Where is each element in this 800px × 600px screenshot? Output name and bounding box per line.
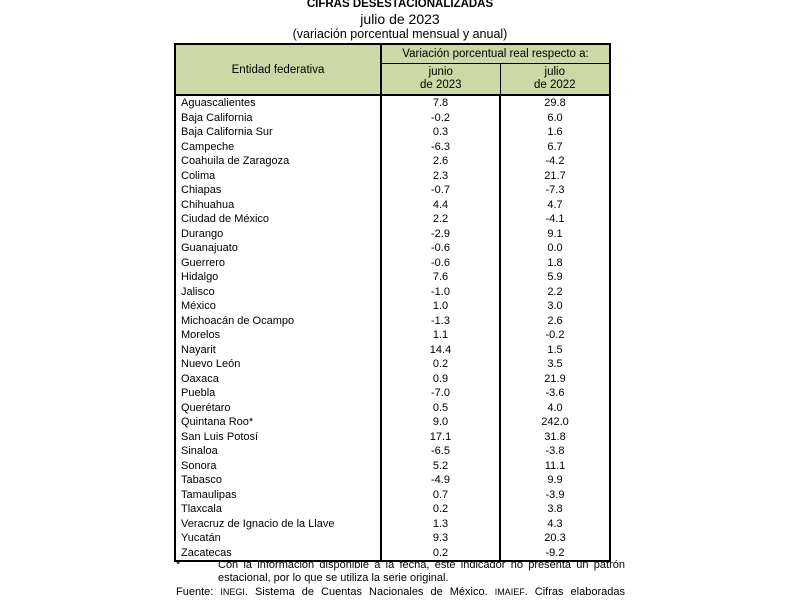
monthly-variation-cell: -1.3 — [381, 314, 500, 329]
entity-cell: Quintana Roo* — [181, 416, 254, 428]
table-row — [175, 270, 610, 285]
data-table — [174, 43, 611, 562]
monthly-variation-cell: -7.0 — [381, 386, 500, 401]
entity-cell: Michoacán de Ocampo — [181, 314, 295, 327]
annual-variation-cell: 3.5 — [500, 357, 610, 372]
table-row — [175, 401, 610, 416]
table-row — [175, 227, 610, 242]
column-header-year-line2: de 2022 — [533, 79, 576, 91]
monthly-variation-cell: 7.8 — [381, 95, 500, 111]
monthly-variation-cell: 0.5 — [381, 401, 500, 416]
table-row — [175, 517, 610, 532]
footnote-text — [218, 559, 625, 585]
annual-variation-cell: 6.0 — [500, 111, 610, 126]
entity-cell: Baja California Sur — [181, 126, 273, 138]
table-row — [175, 256, 610, 271]
annual-variation-cell: 5.9 — [500, 270, 610, 285]
entity-cell: Campeche — [181, 140, 235, 153]
entity-column-header: Entidad federativa — [175, 44, 381, 95]
entity-cell: Ciudad de México — [181, 213, 270, 225]
source-acronym-imaief: IMAIEF — [494, 586, 525, 597]
entity-cell: Puebla — [181, 387, 216, 399]
monthly-variation-cell: 9.3 — [381, 531, 500, 546]
monthly-variation-cell: 1.1 — [381, 328, 500, 343]
table-header — [175, 44, 610, 95]
annual-variation-cell: 9.9 — [500, 473, 610, 488]
annual-variation-cell: 20.3 — [500, 531, 610, 546]
monthly-variation-cell: 2.2 — [381, 212, 500, 227]
monthly-variation-cell: -0.6 — [381, 241, 500, 256]
annual-variation-cell: 9.1 — [500, 227, 610, 242]
annual-variation-cell: 31.8 — [500, 430, 610, 445]
entity-cell: Sonora — [181, 459, 217, 472]
monthly-variation-cell: 2.3 — [381, 169, 500, 184]
table-row — [175, 430, 610, 445]
annual-variation-cell: 3.0 — [500, 299, 610, 314]
entity-cell: Tlaxcala — [181, 503, 222, 515]
annual-variation-cell: -4.1 — [500, 212, 610, 227]
annual-variation-cell: 2.2 — [500, 285, 610, 300]
table-row — [175, 328, 610, 343]
footnote-line1: Con la información disponible a la fecha, este indicador no presenta un patrón — [218, 559, 625, 571]
annual-variation-cell: 21.9 — [500, 372, 610, 387]
annual-variation-cell: 4.0 — [500, 401, 610, 416]
monthly-variation-cell: 1.0 — [381, 299, 500, 314]
source-suffix: . Cifras elaboradas — [524, 585, 625, 598]
column-header-year — [500, 64, 610, 96]
column-header-month-line1: junio — [428, 65, 453, 78]
table-row — [175, 459, 610, 474]
table-row — [175, 372, 610, 387]
report-period: julio de 2023 — [360, 11, 440, 27]
table-row — [175, 299, 610, 314]
entity-cell: San Luis Potosí — [181, 430, 259, 443]
annual-variation-cell: -3.6 — [500, 386, 610, 401]
annual-variation-cell: 242.0 — [500, 415, 610, 430]
entity-cell: Aguascalientes — [181, 97, 256, 109]
table-row — [175, 285, 610, 300]
monthly-variation-cell: 2.6 — [381, 154, 500, 169]
monthly-variation-cell: 0.3 — [381, 125, 500, 140]
entity-cell: Nuevo León — [181, 358, 241, 370]
annual-variation-cell: 3.8 — [500, 502, 610, 517]
entity-cell: Chiapas — [181, 184, 222, 196]
monthly-variation-cell: 0.7 — [381, 488, 500, 503]
source-line — [176, 586, 625, 599]
table-row — [175, 169, 610, 184]
entity-cell: Baja California — [181, 111, 253, 124]
monthly-variation-cell: 0.2 — [381, 357, 500, 372]
monthly-variation-cell: -0.6 — [381, 256, 500, 271]
monthly-variation-cell: -4.9 — [381, 473, 500, 488]
entity-cell: Coahuila de Zaragoza — [181, 155, 290, 167]
entity-cell: Tabasco — [181, 474, 222, 486]
footnote — [176, 559, 626, 585]
entity-cell: Zacatecas — [181, 546, 232, 559]
annual-variation-cell: 6.7 — [500, 140, 610, 155]
annual-variation-cell: 4.7 — [500, 198, 610, 213]
table-row — [175, 140, 610, 155]
footnote-line2: estacional, por lo que se utiliza la serie original. — [218, 571, 449, 584]
monthly-variation-cell: 7.6 — [381, 270, 500, 285]
group-column-header: Variación porcentual real respecto a: — [381, 44, 610, 64]
table-row — [175, 415, 610, 430]
monthly-variation-cell: -6.5 — [381, 444, 500, 459]
entity-cell: Guerrero — [181, 256, 226, 269]
table-row — [175, 212, 610, 227]
entity-cell: Querétaro — [181, 401, 231, 414]
monthly-variation-cell: 0.2 — [381, 502, 500, 517]
entity-cell: Guanajuato — [181, 242, 238, 254]
entity-cell: Hidalgo — [181, 271, 219, 283]
column-header-year-line1: julio — [544, 65, 565, 78]
monthly-variation-cell: 14.4 — [381, 343, 500, 358]
monthly-variation-cell: 9.0 — [381, 415, 500, 430]
table-body — [175, 95, 610, 561]
footnotes — [176, 559, 626, 599]
entity-cell: Yucatán — [181, 532, 221, 544]
monthly-variation-cell: -0.7 — [381, 183, 500, 198]
annual-variation-cell: 1.8 — [500, 256, 610, 271]
table-row — [175, 198, 610, 213]
monthly-variation-cell: 4.4 — [381, 198, 500, 213]
entity-cell: Nayarit — [181, 343, 216, 356]
monthly-variation-cell: -6.3 — [381, 140, 500, 155]
column-header-month — [381, 64, 500, 96]
monthly-variation-cell: 5.2 — [381, 459, 500, 474]
entity-cell: México — [181, 300, 216, 312]
table-row — [175, 531, 610, 546]
monthly-variation-cell: -2.9 — [381, 227, 500, 242]
annual-variation-cell: -3.9 — [500, 488, 610, 503]
table-row — [175, 343, 610, 358]
monthly-variation-cell: 0.9 — [381, 372, 500, 387]
annual-variation-cell: 11.1 — [500, 459, 610, 474]
table-row — [175, 95, 610, 111]
table-row — [175, 111, 610, 126]
table-row — [175, 488, 610, 503]
table-row — [175, 241, 610, 256]
annual-variation-cell: -0.2 — [500, 328, 610, 343]
report-subtitle: (variación porcentual mensual y anual) — [292, 27, 508, 41]
footnote-marker: * — [176, 559, 181, 571]
monthly-variation-cell: 0.2 — [381, 546, 500, 562]
monthly-variation-cell: -0.2 — [381, 111, 500, 126]
table-row — [175, 444, 610, 459]
source-acronym-inegi: INEGI — [220, 586, 245, 597]
annual-variation-cell: 21.7 — [500, 169, 610, 184]
annual-variation-cell: 1.6 — [500, 125, 610, 140]
annual-variation-cell: -3.8 — [500, 444, 610, 459]
annual-variation-cell: 2.6 — [500, 314, 610, 329]
entity-cell: Tamaulipas — [181, 488, 237, 501]
table-row — [175, 125, 610, 140]
annual-variation-cell: -9.2 — [500, 546, 610, 562]
table-row — [175, 502, 610, 517]
entity-cell: Sinaloa — [181, 445, 218, 457]
table-row — [175, 357, 610, 372]
monthly-variation-cell: -1.0 — [381, 285, 500, 300]
table-row — [175, 314, 610, 329]
source-prefix: Fuente: — [176, 585, 221, 598]
annual-variation-cell: -7.3 — [500, 183, 610, 198]
table-row — [175, 183, 610, 198]
annual-variation-cell: -4.2 — [500, 154, 610, 169]
annual-variation-cell: 0.0 — [500, 241, 610, 256]
monthly-variation-cell: 1.3 — [381, 517, 500, 532]
entity-cell: Jalisco — [181, 285, 215, 298]
annual-variation-cell: 1.5 — [500, 343, 610, 358]
report-title: CIFRAS DESESTACIONALIZADAS — [306, 0, 494, 10]
entity-cell: Chihuahua — [181, 198, 235, 211]
entity-cell: Veracruz de Ignacio de la Llave — [181, 517, 335, 530]
entity-cell: Oaxaca — [181, 372, 219, 385]
entity-cell: Durango — [181, 227, 224, 240]
table-row — [175, 473, 610, 488]
source-mid: . Sistema de Cuentas Nacionales de México. — [244, 585, 495, 598]
annual-variation-cell: 4.3 — [500, 517, 610, 532]
table-row — [175, 386, 610, 401]
table-row — [175, 154, 610, 169]
entity-cell: Morelos — [181, 329, 221, 341]
entity-cell: Colima — [181, 169, 216, 182]
column-header-month-line2: de 2023 — [419, 79, 462, 91]
monthly-variation-cell: 17.1 — [381, 430, 500, 445]
annual-variation-cell: 29.8 — [500, 95, 610, 111]
